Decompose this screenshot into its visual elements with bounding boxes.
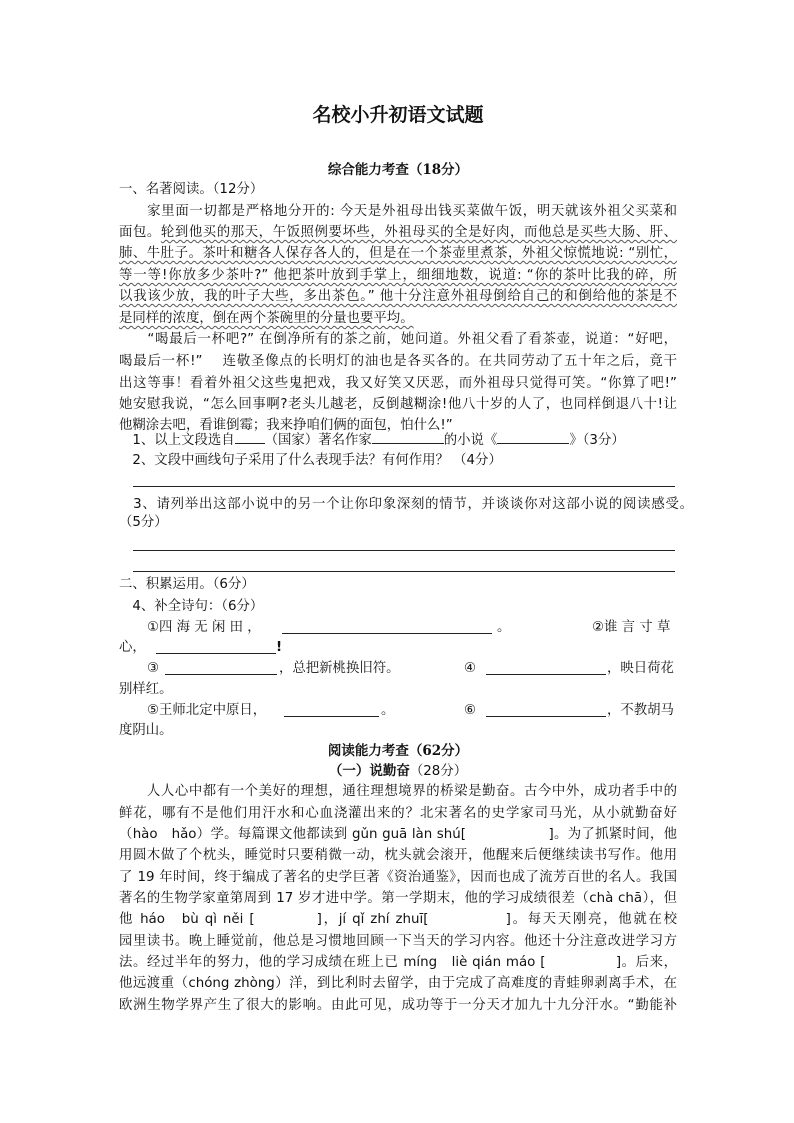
subsection-score: （28分）	[409, 764, 468, 779]
poem-5: ⑤王师北定中原日，	[147, 703, 267, 718]
section-heading: 综合能力考查（18分）	[327, 162, 469, 178]
answer-blank[interactable]	[497, 431, 569, 444]
answer-blank[interactable]	[372, 431, 444, 444]
underlined-text: 以我该少放，我的叶子大些，多出茶色。” 他十分注意外祖母倒给自己的和倒给他的茶是不	[119, 289, 677, 304]
passage-line	[119, 245, 677, 263]
q1-text: 的小说《	[443, 433, 498, 448]
passage-line: 园里读书。晚上睡觉前，他总是习惯地回顾一下当天的学习内容。他还十分注意改进学习方	[119, 934, 677, 949]
answer-blank[interactable]	[282, 621, 492, 634]
passage-line: 欧洲生物学界产生了很大的影响。由此可见，成功等于一分天才加九十九分汗水。“勤能补	[119, 998, 677, 1013]
subsection-heading	[119, 762, 677, 781]
underlined-text: 是同样的浓度，倒在两个茶碗里的分量也要平均。	[119, 311, 414, 326]
poem-1: ①四 海 无 闲 田 ，	[147, 620, 261, 635]
poem-3: ③	[147, 661, 160, 676]
passage-line: 用圆木做了个枕头，睡觉时只要稍微一动，枕头就会滚开，他醒来后便继续读书写作。他用	[119, 848, 677, 863]
passage-line: 他 háo bù qì něi [ ]，jí qǐ zhí zhuī[ ]。每天天刚亮，他就在校	[119, 912, 677, 927]
passage-line	[119, 288, 677, 306]
poem-line	[119, 639, 677, 657]
page-title: 名校小升初语文试题	[312, 104, 484, 126]
passage-line: 他糊涂去吧，看谁倒霉；我来挣咱们俩的面包，怕什么!”	[119, 418, 453, 433]
poem-3-end: ，总把新桃换旧符。	[279, 661, 400, 676]
question-4: 4、补全诗句：（6分）	[119, 599, 264, 614]
passage-line: 著名的生物学家童第周到 17 岁才进中学。第一学期末，他的学习成绩很差（chà chā），但	[119, 891, 677, 906]
question-2: 2、文段中画线句子采用了什么表现手法？有何作用？ （4分）	[119, 453, 502, 468]
passage-line: 了 19 年时间，终于编成了著名的史学巨著《资治通鉴》，因而也成了流芳百世的名人。我国	[119, 870, 677, 885]
poem-5-end: 。	[381, 703, 395, 718]
underlined-text: 轮到他买的那天，午饭照例要坏些，外祖母买的全是好肉，而他总是买些大肠、肝、	[160, 225, 678, 240]
question-3: 3、请列举出这部小说中的另一个让你印象深刻的情节，并谈谈你对这部小说的阅读感受。	[119, 497, 693, 512]
passage-line: 鲜花，哪有不是他们用汗水和心血浇灌出来的？北宋著名的史学家司马光，从小就勤奋好	[119, 806, 677, 821]
passage-line: 人人心中都有一个美好的理想，通往理想境界的桥梁是勤奋。古今中外，成功者手中的	[119, 784, 677, 799]
part-heading: 一、名著阅读。（12分）	[119, 182, 264, 197]
question-1	[119, 431, 677, 450]
answer-blank[interactable]	[165, 662, 277, 675]
text: 家里面一切都是严格地分开的: 今天是外祖母出钱买菜做午饭，明天就该外祖父买菜和	[119, 204, 677, 219]
poem-2-end: !	[276, 640, 283, 655]
q1-text: 》（3分）	[569, 433, 625, 448]
answer-blank[interactable]	[284, 704, 379, 717]
poem-line: 别样红。	[119, 682, 173, 697]
subsection-title: （一）说勤奋	[328, 763, 410, 779]
question-3-score: （5分）	[119, 515, 168, 530]
poem-line: 度阴山。	[119, 723, 173, 738]
passage-line: 他远渡重（chóng zhòng）洋，到比利时去留学，由于完成了高难度的青蛙卵剥离手术，在	[119, 976, 677, 991]
answer-blank[interactable]	[156, 641, 276, 654]
passage-line	[119, 310, 677, 328]
answer-blank[interactable]	[235, 431, 265, 444]
q1-text: （国家）著名作家	[264, 433, 372, 448]
poem-2-cont: 心，	[119, 640, 146, 655]
answer-line[interactable]	[133, 486, 675, 487]
passage-line: 她安慰我说，“怎么回事啊?老头儿越老，反倒越糊涂!他八十岁的人了，也同样倒退八十!让	[119, 397, 677, 412]
text: 面包。	[119, 225, 161, 240]
passage-line	[119, 267, 677, 285]
passage-line: （hào hǎo）学。每篇课文他都读到 gǔn guā làn shú[ ]。为了抓紧时间，他	[119, 827, 677, 842]
poem-1-end: 。	[497, 620, 511, 635]
answer-line[interactable]	[133, 550, 675, 551]
poem-2: ②谁 言 寸 草	[592, 620, 671, 635]
passage-line: 出这等事！看着外祖父这些鬼把戏，我又好笑又厌恶，而外祖母只觉得可笑。“你算了吧!”	[119, 376, 677, 391]
poem-4-end: ，映日荷花	[607, 661, 674, 676]
poem-6-end: ，不教胡马	[607, 703, 674, 718]
answer-blank[interactable]	[486, 662, 606, 675]
section-heading: 阅读能力考查（62分）	[327, 743, 469, 759]
underlined-text: 肺、牛肚子。茶叶和糖各人保存各人的，但是在一个茶壶里煮茶，外祖父惊慌地说: “别忙，	[119, 246, 677, 261]
poem-6: ⑥	[464, 703, 477, 718]
passage-line	[119, 224, 677, 242]
passage-line: 法。经过半年的努力，他的学习成绩在班上已 míng liè qián máo [ ]。后来，	[119, 955, 677, 970]
part-heading: 二、积累运用。（6分）	[119, 577, 255, 592]
passage-line	[119, 203, 677, 221]
poem-4: ④	[464, 661, 477, 676]
answer-line[interactable]	[133, 571, 675, 572]
answer-blank[interactable]	[486, 704, 606, 717]
passage-line: “喝最后一杯吧?” 在倒净所有的茶之前，她问道。外祖父看了看茶壶，说道：“好吧，	[119, 332, 677, 347]
q1-text: 1、以上文段选自	[119, 433, 235, 448]
underlined-text: 等一等!你放多少茶叶?” 他把茶叶放到手掌上，细细地数，说道: “你的茶叶比我的碎，所	[119, 268, 677, 283]
passage-line: 喝最后一杯!” 连敬圣像点的长明灯的油也是各买各的。在共同劳动了五十年之后，竟干	[119, 354, 677, 369]
